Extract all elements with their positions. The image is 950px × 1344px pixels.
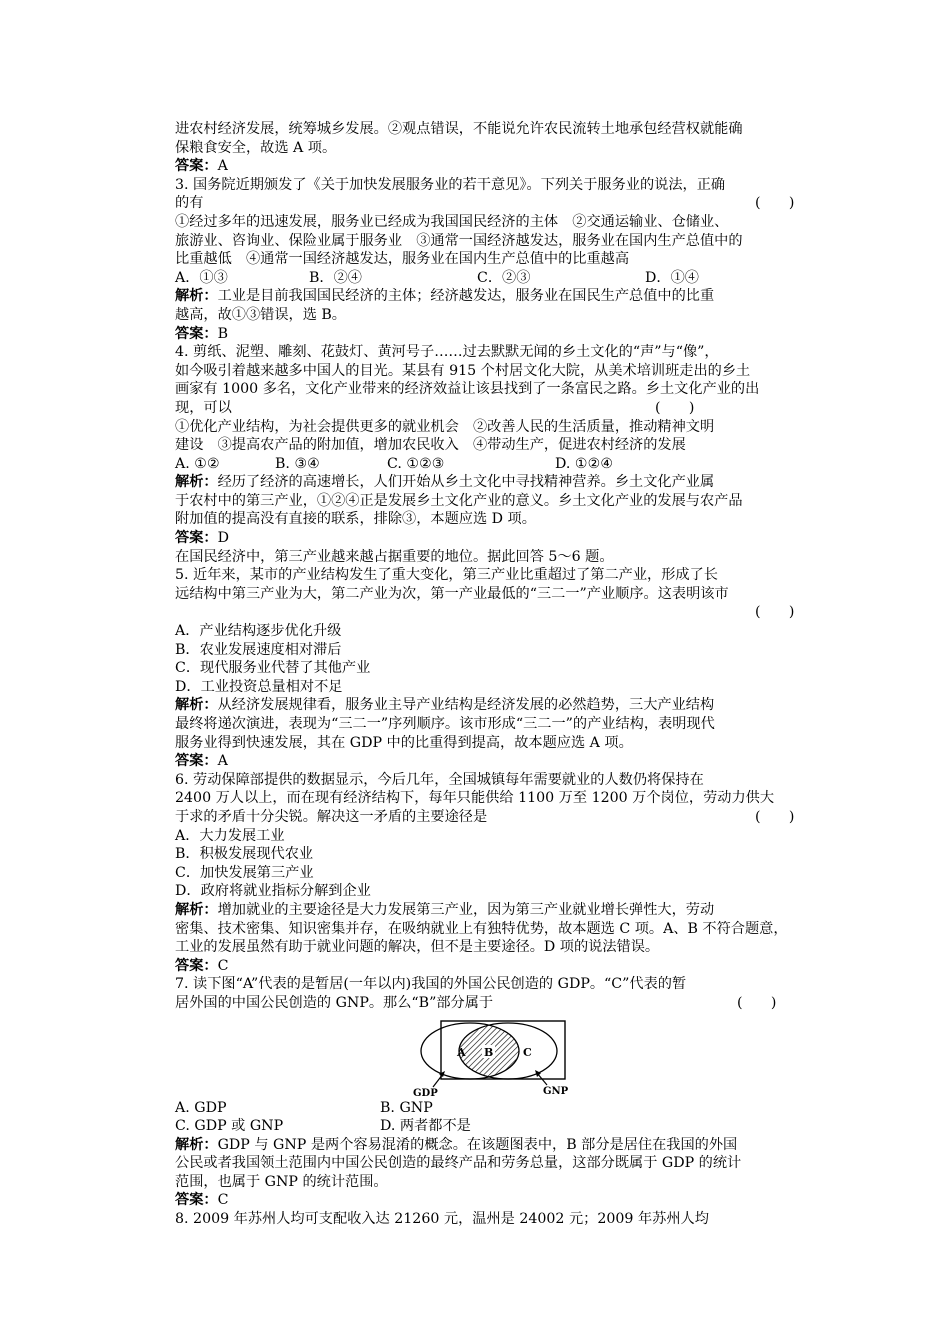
analysis-text: 增加就业的主要途径是大力发展第三产业，因为第三产业就业增长弹性大，劳动: [217, 901, 715, 918]
question-7-line: 7. 读下图“A”代表的是暂居(一年以内)我国的外国公民创造的 GDP。“C”代表的暂: [175, 976, 687, 993]
option-a: A．大力发展工业: [175, 827, 285, 844]
question-4-line: 建设 ③提高农产品的附加值，增加农民收入 ④带动生产，促进农村经济的发展: [175, 437, 686, 454]
option-c: C. ①②③: [387, 455, 445, 472]
answer-value: D: [217, 530, 229, 547]
answer-value: B: [217, 325, 229, 342]
answer-line: [175, 752, 811, 771]
analysis-line: [175, 287, 811, 306]
question-7-stem-end: 居外国的中国公民创造的 GNP。那么“B”部分属于: [175, 994, 494, 1011]
analysis-line: 范围，也属于 GNP 的统计范围。: [175, 1173, 388, 1190]
answer-line: [175, 529, 811, 548]
analysis-label: 解析：: [175, 901, 218, 918]
answer-blank: ( ): [737, 994, 777, 1011]
question-4-line: 画家有 1000 多名，文化产业带来的经济效益让该县找到了一条富民之路。乡土文化产业的出: [175, 381, 760, 398]
analysis-label: 解析：: [175, 288, 218, 305]
option-c: C．加快发展第三产业: [175, 864, 314, 881]
answer-label: 答案：: [175, 753, 218, 770]
answer-blank: ( ): [755, 604, 795, 621]
answer-blank: ( ): [655, 399, 695, 416]
question-3-stem-end: 的有: [175, 195, 204, 212]
answer-value: C: [217, 1192, 229, 1209]
option-b: B．②④: [309, 269, 362, 286]
label-gnp: GNP: [543, 1085, 569, 1097]
option-a: A．产业结构逐步优化升级: [175, 623, 342, 640]
option-a: A. GDP: [175, 1099, 227, 1116]
document-page: [175, 120, 811, 1229]
question-4-line: 如今吸引着越来越多中国人的目光。某县有 915 个村居文化大院，从美术培训班走出的乡土: [175, 362, 751, 379]
analysis-line: [175, 473, 811, 492]
option-c: C. GDP 或 GNP: [175, 1118, 284, 1135]
label-gdp: GDP: [413, 1087, 438, 1097]
question-3-line: 旅游业、咨询业、保险业属于服务业 ③通常一国经济越发达，服务业在国内生产总值中的: [175, 232, 743, 249]
question-4-line: 4. 剪纸、泥塑、雕刻、花鼓灯、黄河号子……过去默默无闻的乡土文化的“声”与“像”，: [175, 344, 719, 361]
analysis-line: 密集、技术密集、知识密集并存，在吸纳就业上有独特优势，故本题选 C 项。A、B 不符合题意，: [175, 920, 788, 937]
option-c: C．②③: [477, 269, 531, 286]
answer-label: 答案：: [175, 325, 218, 342]
question-3-line: [175, 194, 811, 213]
question-6-line: 2400 万人以上，而在现有经济结构下，每年只能供给 1100 万至 1200 万个岗位，劳动力供大: [175, 790, 775, 807]
analysis-line: 附加值的提高没有直接的联系，排除③，本题应选 D 项。: [175, 511, 536, 528]
answer-value: C: [217, 957, 229, 974]
analysis-label: 解析：: [175, 1136, 218, 1153]
question-5-line: 5. 近年来，某市的产业结构发生了重大变化，第三产业比重超过了第二产业，形成了长: [175, 567, 718, 584]
question-3-line: 比重越低 ④通常一国经济越发达，服务业在国内生产总值中的比重越高: [175, 251, 630, 268]
gdp-arrow: [433, 1074, 443, 1087]
analysis-line: [175, 696, 811, 715]
option-d: D. 两者都不是: [380, 1118, 471, 1135]
answer-line: [175, 157, 811, 176]
question-6-stem-end: 于求的矛盾十分尖锐。解决这一矛盾的主要途径是: [175, 808, 488, 825]
question-7-line: [175, 994, 811, 1013]
label-a: A: [457, 1045, 466, 1059]
label-c: C: [523, 1045, 532, 1059]
answer-value: A: [217, 158, 228, 175]
option-d: D．政府将就业指标分解到企业: [175, 883, 371, 900]
question-6-line: 6. 劳动保障部提供的数据显示，今后几年，全国城镇每年需要就业的人数仍将保持在: [175, 771, 704, 788]
question-3-line: 3. 国务院近期颁发了《关于加快发展服务业的若干意见》。下列关于服务业的说法，正确: [175, 176, 726, 193]
material-intro: 在国民经济中，第三产业越来越占据重要的地位。据此回答 5～6 题。: [175, 548, 614, 565]
question-7-options-row2: [175, 1117, 811, 1136]
analysis-line: 最终将递次演进，表现为“三二一”序列顺序。该市形成“三二一”的产业结构，表明现代: [175, 716, 715, 732]
option-b: B．农业发展速度相对滞后: [175, 641, 342, 658]
answer-blank: ( ): [755, 808, 795, 825]
analysis-text: 经历了经济的高速增长，人们开始从乡土文化中寻找精神营养。乡土文化产业属: [217, 474, 715, 491]
option-d: D．①④: [645, 269, 699, 286]
text-line: 进农村经济发展，统筹城乡发展。②观点错误，不能说允许农民流转土地承包经营权就能确: [175, 121, 743, 137]
analysis-line: 服务业得到快速发展，其在 GDP 中的比重得到提高，故本题应选 A 项。: [175, 734, 633, 751]
answer-label: 答案：: [175, 158, 218, 175]
question-4-options: [175, 455, 811, 474]
option-b: B. GNP: [380, 1099, 433, 1116]
analysis-line: 越高，故①③错误，选 B。: [175, 306, 346, 323]
question-8-line: 8. 2009 年苏州人均可支配收入达 21260 元，温州是 24002 元；2009 年苏州人均: [175, 1211, 709, 1228]
venn-diagram: [411, 1017, 571, 1097]
question-6-line: [175, 808, 811, 827]
answer-label: 答案：: [175, 957, 218, 974]
option-d: D. ①②④: [555, 455, 614, 472]
label-b: B: [484, 1045, 494, 1059]
option-a: A. ①②: [175, 455, 220, 472]
answer-label: 答案：: [175, 530, 218, 547]
answer-value: A: [217, 753, 228, 770]
gdp-arrowhead: [439, 1071, 445, 1077]
question-7-options-row1: [175, 1099, 811, 1118]
analysis-text: 从经济发展规律看，服务业主导产业结构是经济发展的必然趋势，三大产业结构: [217, 697, 715, 714]
analysis-label: 解析：: [175, 474, 218, 491]
question-4-line: [175, 399, 811, 418]
answer-line: [175, 1191, 811, 1210]
venn-diagram-figure: [175, 1017, 811, 1097]
analysis-line: 公民或者我国领土范围内中国公民创造的最终产品和劳务总量，这部分既属于 GDP 的统计: [175, 1155, 742, 1172]
analysis-line: [175, 1136, 811, 1155]
option-b: B. ③④: [275, 455, 320, 472]
text-line: 保粮食安全，故选 A 项。: [175, 139, 337, 156]
answer-label: 答案：: [175, 1192, 218, 1209]
answer-blank: ( ): [755, 195, 795, 212]
option-b: B．积极发展现代农业: [175, 846, 314, 863]
option-c: C．现代服务业代替了其他产业: [175, 660, 371, 677]
analysis-text: GDP 与 GNP 是两个容易混淆的概念。在该题图表中，B 部分是居住在我国的外国: [217, 1136, 738, 1153]
question-4-line: ①优化产业结构，为社会提供更多的就业机会 ②改善人民的生活质量，推动精神文明: [175, 418, 715, 435]
question-5-line: [175, 603, 811, 622]
question-5-line: 远结构中第三产业为大，第二产业为次，第一产业最低的“三二一”产业顺序。这表明该市: [175, 585, 729, 602]
question-3-line: ①经过多年的迅速发展，服务业已经成为我国国民经济的主体 ②交通运输业、仓储业、: [175, 213, 729, 230]
question-4-stem-end: 现，可以: [175, 399, 232, 416]
analysis-text: 工业是目前我国国民经济的主体；经济越发达，服务业在国民生产总值中的比重: [217, 288, 715, 305]
question-3-options: [175, 269, 811, 288]
analysis-line: 工业的发展虽然有助于就业问题的解决，但不是主要途径。D 项的说法错误。: [175, 939, 660, 956]
analysis-label: 解析：: [175, 697, 218, 714]
answer-line: [175, 325, 811, 344]
answer-line: [175, 957, 811, 976]
analysis-line: 于农村中的第三产业，①②④正是发展乡土文化产业的意义。乡土文化产业的发展与农产品: [175, 492, 743, 509]
analysis-line: [175, 901, 811, 920]
option-d: D．工业投资总量相对不足: [175, 678, 343, 695]
option-a: A．①③: [175, 269, 228, 286]
